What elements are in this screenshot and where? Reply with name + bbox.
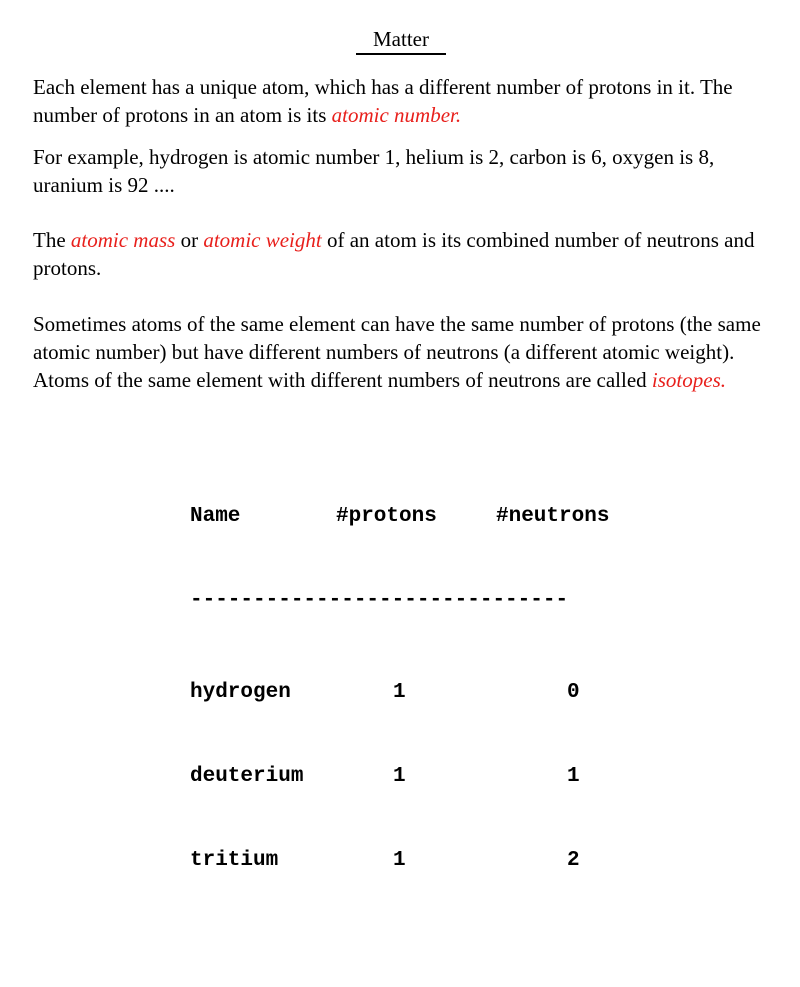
table-row bbox=[190, 847, 580, 875]
cell-neutrons: 1 bbox=[567, 765, 580, 788]
paragraph-atomic-number bbox=[33, 73, 773, 129]
paragraph-atomic-mass bbox=[33, 226, 773, 282]
paragraph-text: The bbox=[33, 228, 71, 252]
term-atomic-weight: atomic weight bbox=[203, 228, 322, 252]
paragraph-text: or bbox=[175, 228, 204, 252]
paragraph-text: Each element has a unique atom, which has a different number of protons in it. The number of protons in an atom is its bbox=[33, 75, 733, 127]
header-protons: #protons bbox=[336, 505, 437, 528]
cell-protons: 1 bbox=[393, 849, 406, 872]
cell-protons: 1 bbox=[393, 681, 406, 704]
cell-name: hydrogen bbox=[190, 681, 291, 704]
paragraph-text: of an atom is its combined number of neutrons and protons. bbox=[33, 228, 755, 280]
header-name: Name bbox=[190, 505, 241, 528]
cell-neutrons: 0 bbox=[567, 681, 580, 704]
header-neutrons: #neutrons bbox=[496, 505, 610, 528]
paragraph-example: For example, hydrogen is atomic number 1, helium is 2, carbon is 6, oxygen is 8, uranium is 92 .... bbox=[33, 145, 715, 197]
table-row bbox=[190, 679, 580, 707]
cell-protons: 1 bbox=[393, 765, 406, 788]
paragraph-text: Sometimes atoms of the same element can have the same number of protons (the same atomic number) but have different numbers of neutrons (a different atomic weight). Atoms of the same element with different numbers of neutrons are called bbox=[33, 312, 761, 392]
cell-name: deuterium bbox=[190, 765, 304, 788]
term-atomic-number: atomic number. bbox=[331, 103, 462, 127]
table-header-row bbox=[190, 503, 610, 531]
cell-name: tritium bbox=[190, 849, 279, 872]
isotope-table bbox=[190, 447, 610, 931]
term-isotopes: isotopes. bbox=[651, 368, 727, 392]
term-atomic-mass: atomic mass bbox=[70, 228, 176, 252]
page-title: Matter bbox=[356, 26, 446, 55]
table-separator: ------------------------------ bbox=[190, 589, 569, 612]
paragraph-isotopes bbox=[33, 310, 773, 394]
table-row bbox=[190, 763, 580, 791]
cell-neutrons: 2 bbox=[567, 849, 580, 872]
